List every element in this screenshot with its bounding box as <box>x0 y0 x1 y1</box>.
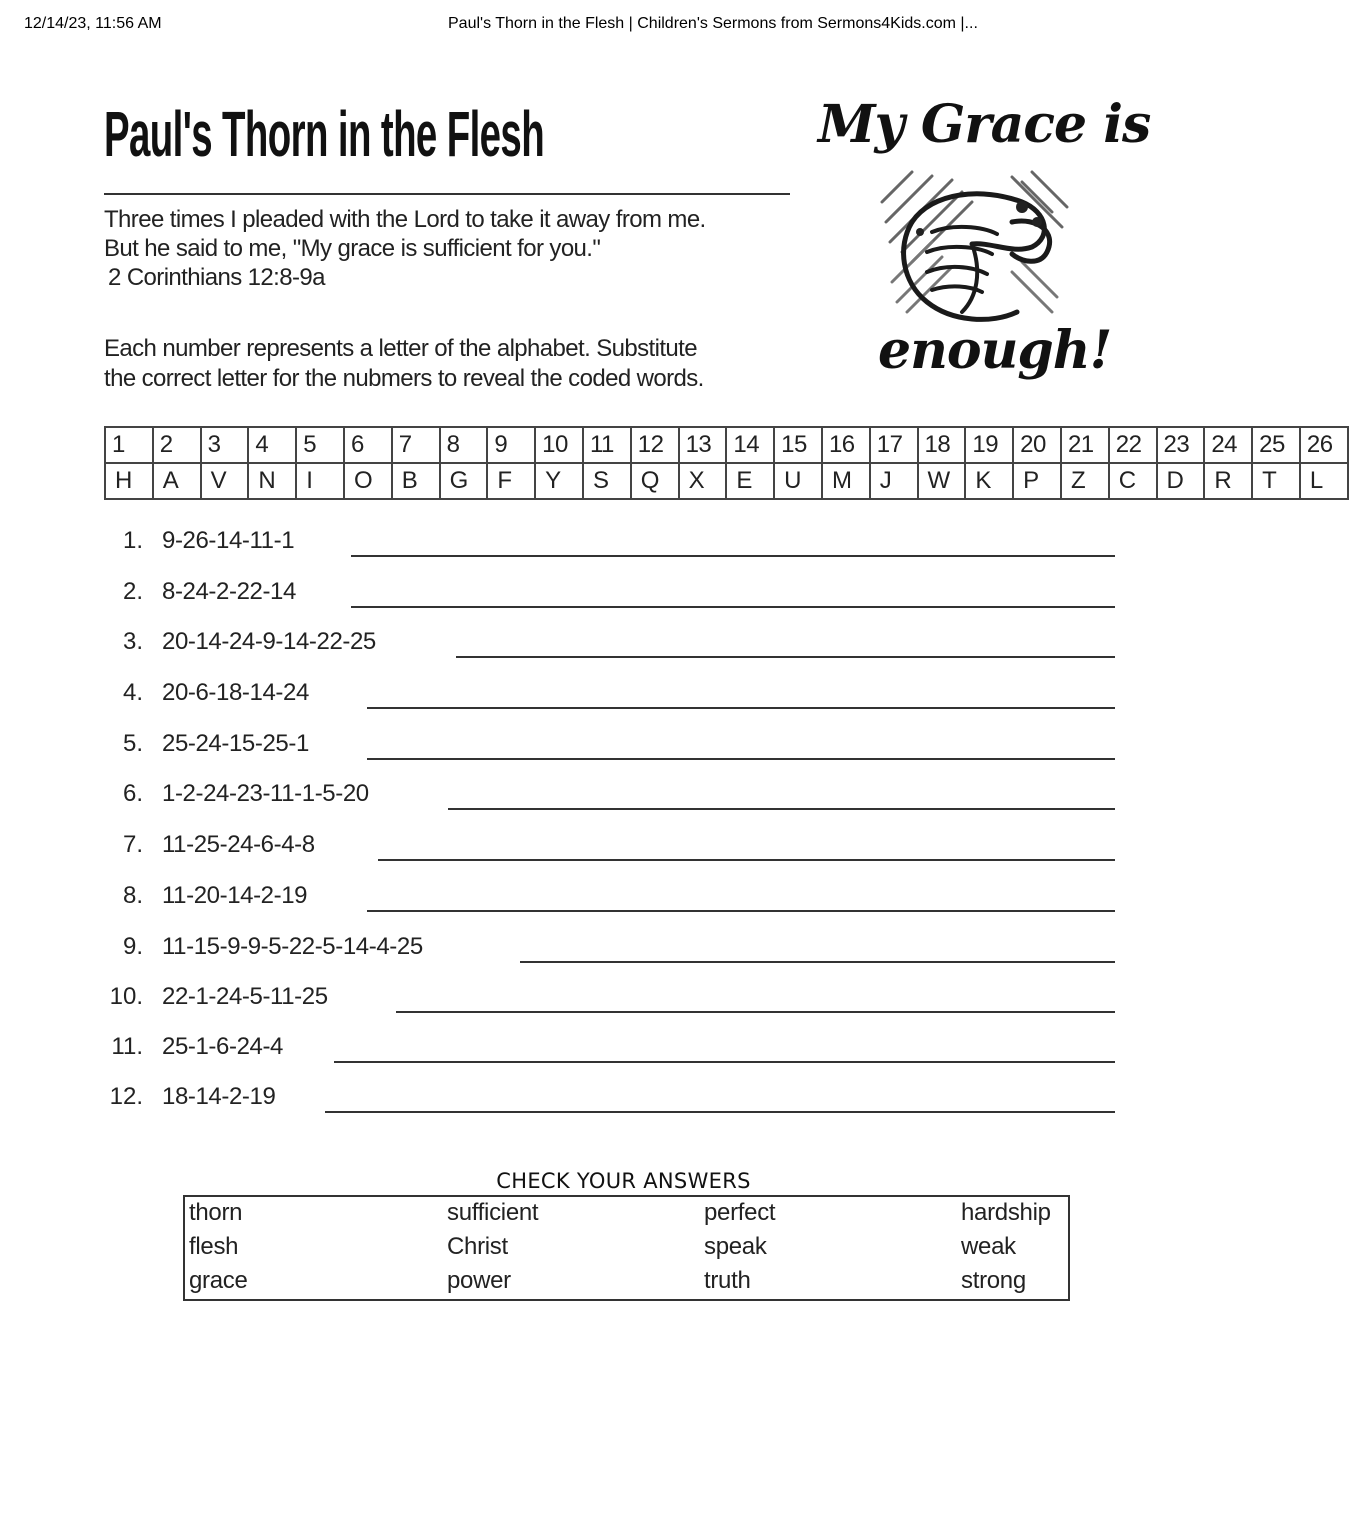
cipher-number: 24 <box>1204 427 1252 463</box>
cipher-number: 2 <box>153 427 201 463</box>
puzzle-code: 22-1-24-5-11-25 <box>162 983 328 1010</box>
cipher-number: 10 <box>535 427 583 463</box>
graphic-text-bottom: enough! <box>878 320 1112 381</box>
title-divider <box>104 193 790 195</box>
cipher-letter: Q <box>631 463 679 499</box>
cipher-letter: Z <box>1061 463 1109 499</box>
puzzle-code: 11-15-9-9-5-22-5-14-4-25 <box>162 933 423 960</box>
answer-line[interactable] <box>396 1011 1115 1013</box>
puzzle-item <box>0 578 1247 622</box>
cipher-letter: D <box>1157 463 1205 499</box>
puzzle-number: 4. <box>122 679 143 706</box>
puzzle-number: 2. <box>122 578 143 605</box>
puzzle-number: 5. <box>122 730 143 757</box>
cipher-numbers-row <box>105 427 1348 463</box>
verse-line-1: Three times I pleaded with the Lord to take it away from me. <box>104 206 706 233</box>
cipher-letter: X <box>679 463 727 499</box>
answer-word: thorn <box>189 1199 243 1226</box>
cipher-number: 9 <box>487 427 535 463</box>
cipher-letter: T <box>1252 463 1300 499</box>
puzzle-number: 11. <box>111 1033 143 1060</box>
puzzle-item <box>0 882 1247 926</box>
answer-word: strong <box>961 1267 1026 1294</box>
cipher-letter: W <box>918 463 966 499</box>
answer-key-box <box>183 1195 1070 1301</box>
scripture-verse <box>104 205 804 292</box>
cipher-letter: L <box>1300 463 1348 499</box>
answer-word: flesh <box>189 1233 239 1260</box>
cipher-number: 12 <box>631 427 679 463</box>
check-answers-heading <box>0 1169 1247 1193</box>
puzzle-item <box>0 679 1247 723</box>
cipher-number: 16 <box>822 427 870 463</box>
cipher-number: 11 <box>583 427 631 463</box>
puzzle-number: 10. <box>109 983 143 1010</box>
cipher-letter: N <box>248 463 296 499</box>
verse-line-2: But he said to me, "My grace is sufficient for you." <box>104 235 601 262</box>
puzzle-code: 9-26-14-11-1 <box>162 527 295 554</box>
cipher-number: 7 <box>392 427 440 463</box>
answer-line[interactable] <box>351 606 1115 608</box>
puzzle-item <box>0 1083 1247 1127</box>
puzzle-code: 20-14-24-9-14-22-25 <box>162 628 376 655</box>
instruction-line-2: the correct letter for the nubmers to reveal the coded words. <box>104 365 704 392</box>
puzzle-code: 11-20-14-2-19 <box>162 882 308 909</box>
puzzle-item <box>0 527 1247 571</box>
print-date: 12/14/23, 11:56 AM <box>24 15 162 32</box>
answer-line[interactable] <box>456 656 1115 658</box>
cipher-letter: U <box>774 463 822 499</box>
cipher-letter: R <box>1204 463 1252 499</box>
puzzle-item <box>0 983 1247 1027</box>
cipher-letters-row <box>105 463 1348 499</box>
cipher-letter: K <box>965 463 1013 499</box>
puzzle-item <box>0 780 1247 824</box>
print-page-title: Paul's Thorn in the Flesh | Children's Sermons from Sermons4Kids.com |... <box>448 15 978 32</box>
puzzle-item <box>0 831 1247 875</box>
cipher-letter: O <box>344 463 392 499</box>
cipher-key-table <box>104 426 1349 500</box>
puzzle-item <box>0 628 1247 672</box>
cipher-letter: H <box>105 463 153 499</box>
puzzle-code: 20-6-18-14-24 <box>162 679 309 706</box>
answer-word: perfect <box>704 1199 776 1226</box>
puzzle-code: 18-14-2-19 <box>162 1083 276 1110</box>
cipher-number: 21 <box>1061 427 1109 463</box>
graphic-text-top: My Grace is <box>818 94 1151 155</box>
cipher-letter: P <box>1013 463 1061 499</box>
cipher-letter: V <box>201 463 249 499</box>
answer-line[interactable] <box>351 555 1115 557</box>
puzzle-number: 12. <box>109 1083 143 1110</box>
print-header <box>0 15 1247 37</box>
puzzle-number: 3. <box>122 628 143 655</box>
praying-hands-icon <box>872 162 1072 332</box>
cipher-number: 23 <box>1157 427 1205 463</box>
answer-line[interactable] <box>367 707 1115 709</box>
puzzle-code: 1-2-24-23-11-1-5-20 <box>162 780 369 807</box>
cipher-letter: Y <box>535 463 583 499</box>
cipher-number: 13 <box>679 427 727 463</box>
cipher-letter: C <box>1109 463 1157 499</box>
puzzle-item <box>0 1033 1247 1077</box>
cipher-number: 26 <box>1300 427 1348 463</box>
answer-line[interactable] <box>378 859 1115 861</box>
cipher-number: 14 <box>726 427 774 463</box>
cipher-number: 1 <box>105 427 153 463</box>
cipher-number: 18 <box>918 427 966 463</box>
cipher-number: 15 <box>774 427 822 463</box>
answer-word: truth <box>704 1267 751 1294</box>
puzzle-number: 6. <box>122 780 143 807</box>
answer-line[interactable] <box>520 961 1115 963</box>
puzzle-code: 25-24-15-25-1 <box>162 730 309 757</box>
puzzle-item <box>0 933 1247 977</box>
cipher-number: 3 <box>201 427 249 463</box>
instructions <box>104 334 804 394</box>
cipher-letter: M <box>822 463 870 499</box>
cipher-number: 17 <box>870 427 918 463</box>
answer-line[interactable] <box>325 1111 1115 1113</box>
cipher-letter: A <box>153 463 201 499</box>
answer-word: sufficient <box>447 1199 539 1226</box>
cipher-number: 19 <box>965 427 1013 463</box>
instruction-line-1: Each number represents a letter of the alphabet. Substitute <box>104 335 697 362</box>
puzzle-number: 9. <box>122 933 143 960</box>
worksheet-title: Paul's Thorn in the Flesh <box>104 98 545 170</box>
cipher-letter: I <box>296 463 344 499</box>
cipher-letter: J <box>870 463 918 499</box>
answer-word: grace <box>189 1267 248 1294</box>
puzzle-number: 8. <box>122 882 143 909</box>
puzzle-number: 1. <box>122 527 143 554</box>
cipher-number: 20 <box>1013 427 1061 463</box>
answer-word: hardship <box>961 1199 1051 1226</box>
puzzle-number: 7. <box>122 831 143 858</box>
cipher-letter: F <box>487 463 535 499</box>
puzzle-item <box>0 730 1247 774</box>
cipher-letter: B <box>392 463 440 499</box>
cipher-number: 5 <box>296 427 344 463</box>
answer-line[interactable] <box>367 910 1115 912</box>
answer-line[interactable] <box>334 1061 1115 1063</box>
answer-word: power <box>447 1267 511 1294</box>
answer-line[interactable] <box>367 758 1115 760</box>
cipher-letter: S <box>583 463 631 499</box>
cipher-number: 4 <box>248 427 296 463</box>
puzzle-code: 8-24-2-22-14 <box>162 578 296 605</box>
cipher-number: 8 <box>440 427 488 463</box>
answer-word: speak <box>704 1233 767 1260</box>
grace-graphic <box>812 92 1152 402</box>
cipher-number: 22 <box>1109 427 1157 463</box>
puzzle-code: 25-1-6-24-4 <box>162 1033 284 1060</box>
answer-line[interactable] <box>448 808 1115 810</box>
answer-word: weak <box>961 1233 1016 1260</box>
cipher-letter: G <box>440 463 488 499</box>
puzzle-code: 11-25-24-6-4-8 <box>162 831 315 858</box>
cipher-number: 25 <box>1252 427 1300 463</box>
check-answers-heading-text: CHECK YOUR ANSWERS <box>496 1169 751 1193</box>
verse-reference: 2 Corinthians 12:8-9a <box>108 264 325 291</box>
cipher-letter: E <box>726 463 774 499</box>
answer-word: Christ <box>447 1233 508 1260</box>
cipher-number: 6 <box>344 427 392 463</box>
